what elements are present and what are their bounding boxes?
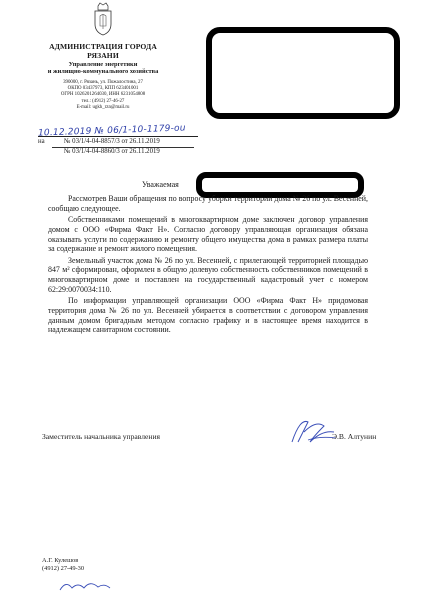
org-name: АДМИНИСТРАЦИЯ ГОРОДА РЯЗАНИ — [49, 42, 157, 61]
letterhead — [34, 0, 172, 111]
executor-phone: (4912) 27-49-30 — [42, 565, 85, 573]
org-address — [34, 80, 172, 112]
address-line: 390000, г. Рязань, ул. Пожалостина, 27 — [63, 79, 143, 85]
signer-position: Заместитель начальника управления — [42, 432, 161, 441]
org-department-line2: и жилищно-коммунального хозяйства — [47, 68, 159, 76]
executor-name: А.Г. Кулешов — [42, 557, 79, 564]
address-line: тел.: (4912) 27-46-27 — [81, 98, 125, 104]
paragraph: По информации управляющей организации ООО «Фирма Факт Н» придомовая территория дома № 26 по ул. Весенней убирается в соответствии с договором управления данным домом бригадным методом согласно графику и в настоящее время находится в надлежащем санитарном состоянии. — [48, 296, 368, 335]
reference-line-1: № 03/1/4-04-8857/3 от 26.11.2019 — [64, 138, 160, 145]
handwritten-date-number: 10.12.2019 № 06/1-10-1179-ou — [37, 123, 186, 139]
signer-name: Э.В. Алтунин — [332, 432, 377, 441]
address-line: ОГРН 1026201264030, ИНН 6231054808 — [60, 92, 146, 98]
handwritten-mark — [56, 578, 116, 594]
paragraph: Земельный участок дома № 26 по ул. Весенней, с прилегающей территорией площадью 847 м² сформирован, оформлен в общую долевую собственность собственников помещений в многоквартирном доме и поставлен на государственный кадастровый учет с номером 62:29:0070034:110. — [48, 255, 368, 294]
address-line: ОКПО 03437973, КПП 623401001 — [67, 85, 139, 91]
coat-of-arms-icon — [92, 2, 114, 36]
org-department-line1: Управление энергетики — [68, 60, 138, 68]
handwritten-signature — [286, 412, 344, 448]
letter-body — [48, 194, 368, 335]
reference-prefix: на — [38, 138, 45, 145]
executor-info — [42, 557, 84, 574]
paragraph: Рассмотрев Ваши обращения по вопросу уборки территории дома № 26 по ул. Весенней, сообщаю следующее. — [48, 194, 368, 213]
reference-line-2: № 03/1/4-04-8860/3 от 26.11.2019 — [64, 148, 160, 155]
paragraph: Собственниками помещений в многоквартирном доме заключен договор управления домом с ООО «Фирма Факт Н». Согласно договору управляющая организация обязана оказывать услуги по содержанию и ремонту общего имущества дома в рамках размера платы за содержание и ремонт жилого помещения. — [48, 215, 368, 254]
address-line: E-mail: ugkh_rzn@mail.ru — [76, 105, 130, 111]
date-underline — [38, 136, 198, 137]
redacted-recipient — [206, 27, 400, 119]
greeting: Уважаемая — [142, 180, 179, 189]
